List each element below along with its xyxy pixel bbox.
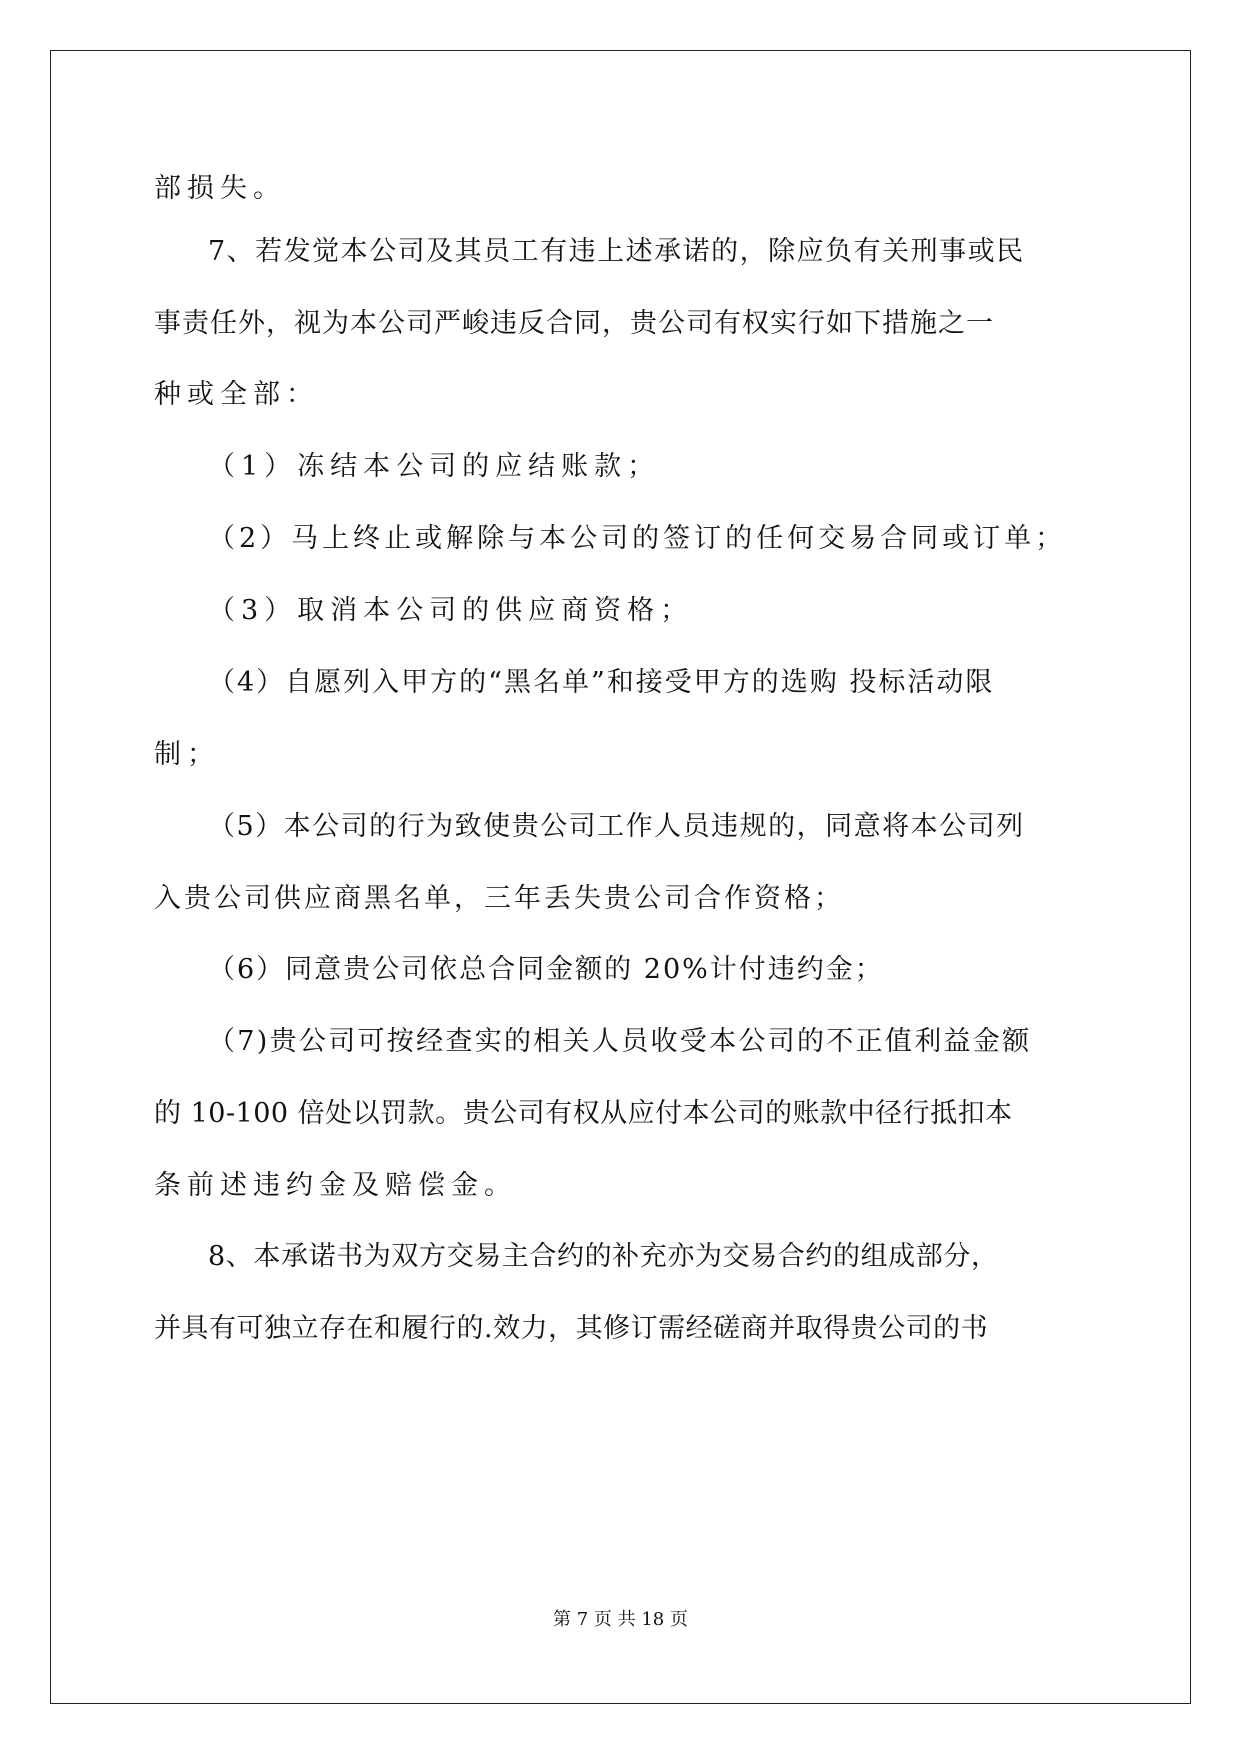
page-border (50, 50, 1191, 1704)
list-item-1: （1）冻结本公司的应结账款； (208, 451, 661, 482)
paragraph-8-line-1: 8、本承诺书为双方交易主合约的补充亦为交易合约的组成部分， (208, 1241, 999, 1272)
text-line: 并具有可独立存在和履行的.效力，其修订需经磋商并取得贵公司的书 (154, 1313, 989, 1344)
text-line: 部损失。 (154, 173, 286, 204)
text-line: 条前述违约金及赔偿金。 (154, 1170, 517, 1201)
text-line: 种或全部： (154, 379, 319, 410)
page-number-footer: 第 7 页 共 18 页 (553, 1609, 688, 1630)
text-line: 事责任外，视为本公司严峻违反合同，贵公司有权实行如下措施之一 (154, 308, 994, 339)
text-line: 的 10-100 倍处以罚款。贵公司有权从应付本公司的账款中径行抵扣本 (154, 1098, 1013, 1129)
paragraph-7-line-1: 7、若发觉本公司及其员工有违上述承诺的，除应负有关刑事或民 (208, 236, 1025, 267)
text-line: 入贵公司供应商黑名单，三年丢失贵公司合作资格； (154, 883, 844, 914)
list-item-7-line-1: （7)贵公司可按经查实的相关人员收受本公司的不正值利益金额 (208, 1026, 1032, 1057)
list-item-4-line-1: （4）自愿列入甲方的“黑名单”和接受甲方的选购 投标活动限 (208, 667, 995, 698)
list-item-2: （2）马上终止或解除与本公司的签订的任何交易合同或订单； (208, 523, 1067, 554)
list-item-3: （3）取消本公司的供应商资格； (208, 595, 694, 626)
list-item-6: （6）同意贵公司依总合同金额的 20%计付违约金； (208, 954, 884, 985)
list-item-5-line-1: （5）本公司的行为致使贵公司工作人员违规的，同意将本公司列 (208, 811, 1025, 842)
text-line: 制； (154, 739, 220, 770)
